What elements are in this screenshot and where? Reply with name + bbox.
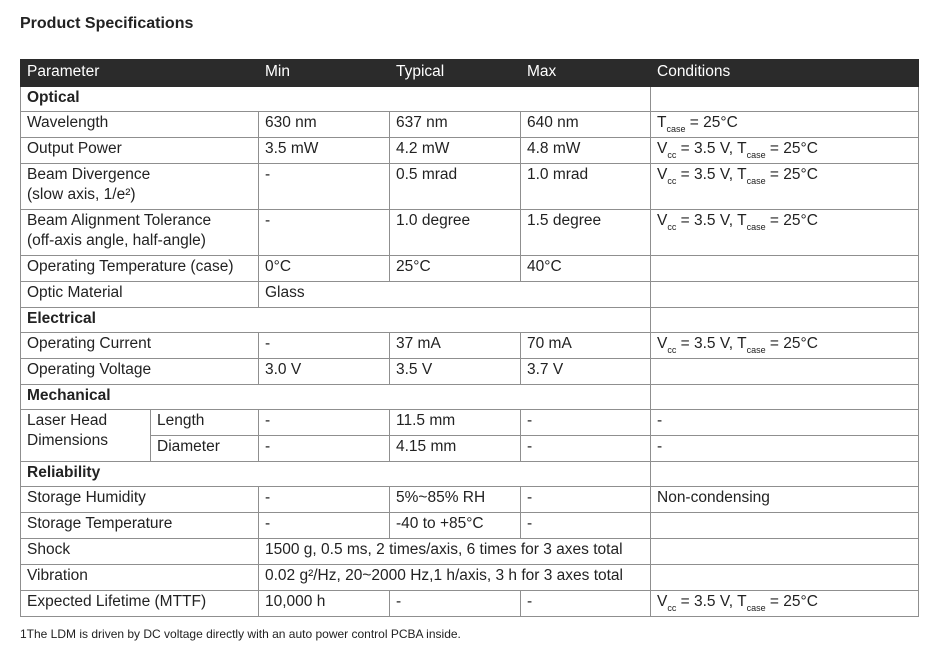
param-cell: Storage Temperature	[21, 513, 259, 539]
typical-cell: 637 nm	[390, 112, 521, 138]
header-max: Max	[521, 60, 651, 87]
max-cell: -	[521, 436, 651, 462]
table-row-optic-material	[21, 282, 919, 308]
specifications-table	[20, 59, 919, 617]
section-row-electrical	[21, 308, 919, 333]
conditions-cell	[651, 539, 919, 565]
conditions-cell: $V_{cc} = 3.5$ V, $T_{case} = 25^\circ C$	[651, 210, 919, 256]
table-row-operating-current	[21, 333, 919, 359]
table-row-storage-humidity	[21, 487, 919, 513]
min-cell: 10,000 h	[259, 591, 390, 617]
page-title: Product Specifications	[20, 15, 194, 32]
value-cell: Glass	[259, 282, 651, 308]
conditions-cell	[651, 359, 919, 385]
value-cell: 1500 g, 0.5 ms, 2 times/axis, 6 times for 3 axes total	[259, 539, 651, 565]
param-cell: Storage Humidity	[21, 487, 259, 513]
table-row-vibration	[21, 565, 919, 591]
max-cell: -	[521, 591, 651, 617]
typical-cell: 0.5 mrad	[390, 164, 521, 210]
conditions-cell	[651, 513, 919, 539]
max-cell: 4.8 mW	[521, 138, 651, 164]
param-cell: Operating Voltage	[21, 359, 259, 385]
table-row-operating-temperature	[21, 256, 919, 282]
param-cell: Beam Alignment Tolerance (off-axis angle, half-angle)	[21, 210, 259, 256]
max-cell: -	[521, 513, 651, 539]
conditions-cell: $T_{case} = 25^\circ C$	[651, 112, 919, 138]
table-row-output-power	[21, 138, 919, 164]
param-cell: Optic Material	[21, 282, 259, 308]
sub-param-cell: Diameter	[151, 436, 259, 462]
typical-cell: -40 to +85°C	[390, 513, 521, 539]
conditions-cell: $V_{cc} = 3.5$ V, $T_{case} = 25^\circ C$	[651, 138, 919, 164]
table-row-expected-lifetime	[21, 591, 919, 617]
param-cell: Laser Head Dimensions	[21, 410, 151, 462]
min-cell: 630 nm	[259, 112, 390, 138]
typical-cell: 5%~85% RH	[390, 487, 521, 513]
typical-cell: 3.5 V	[390, 359, 521, 385]
footnote: 1The LDM is driven by DC voltage directly with an auto power control PCBA inside.	[20, 627, 461, 641]
param-cell: Wavelength	[21, 112, 259, 138]
typical-cell: 25°C	[390, 256, 521, 282]
section-label: Electrical	[21, 308, 651, 333]
value-cell: 0.02 g²/Hz, 20~2000 Hz,1 h/axis, 3 h for 3 axes total	[259, 565, 651, 591]
section-row-mechanical	[21, 385, 919, 410]
typical-cell: 1.0 degree	[390, 210, 521, 256]
table-header-row	[21, 60, 919, 87]
param-cell: Expected Lifetime (MTTF)	[21, 591, 259, 617]
header-min: Min	[259, 60, 390, 87]
table-row-storage-temperature	[21, 513, 919, 539]
min-cell: 0°C	[259, 256, 390, 282]
typical-cell: 11.5 mm	[390, 410, 521, 436]
param-cell: Beam Divergence (slow axis, 1/e²)	[21, 164, 259, 210]
conditions-cell: -	[651, 410, 919, 436]
conditions-cell	[651, 565, 919, 591]
min-cell: 3.5 mW	[259, 138, 390, 164]
table-row-beam-alignment	[21, 210, 919, 256]
table-row-wavelength	[21, 112, 919, 138]
min-cell: -	[259, 410, 390, 436]
conditions-cell	[651, 256, 919, 282]
min-cell: -	[259, 513, 390, 539]
section-row-optical	[21, 87, 919, 112]
table-row-laser-head-diameter	[21, 436, 919, 462]
min-cell: -	[259, 487, 390, 513]
typical-cell: -	[390, 591, 521, 617]
param-cell: Output Power	[21, 138, 259, 164]
section-label: Optical	[21, 87, 651, 112]
min-cell: -	[259, 333, 390, 359]
section-label: Reliability	[21, 462, 651, 487]
conditions-cell: Non-condensing	[651, 487, 919, 513]
param-cell: Shock	[21, 539, 259, 565]
sub-param-cell: Length	[151, 410, 259, 436]
table-row-beam-divergence	[21, 164, 919, 210]
table-row-laser-head-length	[21, 410, 919, 436]
max-cell: 70 mA	[521, 333, 651, 359]
min-cell: -	[259, 210, 390, 256]
max-cell: -	[521, 410, 651, 436]
typical-cell: 4.2 mW	[390, 138, 521, 164]
header-conditions: Conditions	[651, 60, 919, 87]
table-row-operating-voltage	[21, 359, 919, 385]
header-typical: Typical	[390, 60, 521, 87]
min-cell: -	[259, 164, 390, 210]
conditions-cell: $V_{cc} = 3.5$ V, $T_{case} = 25^\circ C$	[651, 591, 919, 617]
param-cell: Operating Current	[21, 333, 259, 359]
conditions-cell: $V_{cc} = 3.5$ V, $T_{case} = 25^\circ C$	[651, 333, 919, 359]
max-cell: 3.7 V	[521, 359, 651, 385]
max-cell: 1.5 degree	[521, 210, 651, 256]
table-row-shock	[21, 539, 919, 565]
min-cell: 3.0 V	[259, 359, 390, 385]
section-label: Mechanical	[21, 385, 651, 410]
typical-cell: 4.15 mm	[390, 436, 521, 462]
conditions-cell: $V_{cc} = 3.5$ V, $T_{case} = 25^\circ C$	[651, 164, 919, 210]
max-cell: 40°C	[521, 256, 651, 282]
max-cell: -	[521, 487, 651, 513]
typical-cell: 37 mA	[390, 333, 521, 359]
param-cell: Vibration	[21, 565, 259, 591]
param-cell: Operating Temperature (case)	[21, 256, 259, 282]
max-cell: 1.0 mrad	[521, 164, 651, 210]
max-cell: 640 nm	[521, 112, 651, 138]
conditions-cell	[651, 282, 919, 308]
header-parameter: Parameter	[21, 60, 259, 87]
conditions-cell: -	[651, 436, 919, 462]
section-row-reliability	[21, 462, 919, 487]
min-cell: -	[259, 436, 390, 462]
